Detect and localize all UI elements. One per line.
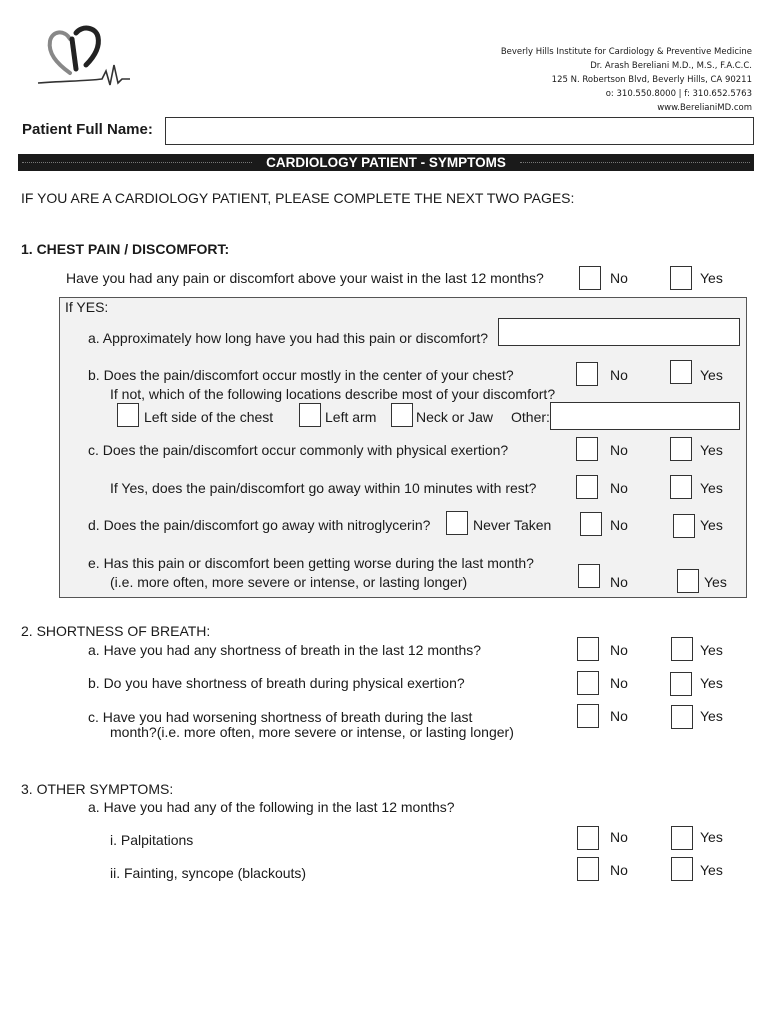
q1c-no-label: No [610, 442, 628, 458]
section-2-title: 2. SHORTNESS OF BREATH: [21, 623, 211, 639]
q1-question: Have you had any pain or discomfort above your waist in the last 12 months? [66, 270, 544, 286]
q3a-ii-yes-checkbox[interactable] [671, 857, 693, 881]
q2b-no-label: No [610, 675, 628, 691]
q1c-sub-question: If Yes, does the pain/discomfort go away within 10 minutes with rest? [110, 480, 537, 496]
q3a-ii-no-label: No [610, 862, 628, 878]
q1c-sub-yes-label: Yes [700, 480, 723, 496]
q1e-no-checkbox[interactable] [578, 564, 600, 588]
q2c-no-checkbox[interactable] [577, 704, 599, 728]
q1c-yes-checkbox[interactable] [670, 437, 692, 461]
q2a-yes-label: Yes [700, 642, 723, 658]
q2a-question: a. Have you had any shortness of breath in the last 12 months? [88, 642, 482, 658]
intro-instruction: IF YOU ARE A CARDIOLOGY PATIENT, PLEASE COMPLETE THE NEXT TWO PAGES: [21, 190, 575, 206]
q2c-question-line2: month?(i.e. more often, more severe or intense, or lasting longer) [110, 724, 514, 740]
q1e-no-label: No [610, 574, 628, 590]
q2a-no-label: No [610, 642, 628, 658]
q1c-sub-yes-checkbox[interactable] [670, 475, 692, 499]
q1b-yes-label: Yes [700, 367, 723, 383]
q3a-i-yes-checkbox[interactable] [671, 826, 693, 850]
institute-name: Beverly Hills Institute for Cardiology & Preventive Medicine [500, 47, 752, 57]
q1c-sub-no-label: No [610, 480, 628, 496]
if-yes-label: If YES: [65, 299, 109, 315]
q1-no-checkbox[interactable] [579, 266, 601, 290]
q1d-yes-checkbox[interactable] [673, 514, 695, 538]
loc-left-arm-checkbox[interactable] [299, 403, 321, 427]
doctor-name: Dr. Arash Bereliani M.D., M.S., F.A.C.C. [590, 61, 752, 71]
q1-yes-label: Yes [700, 270, 723, 286]
q1c-no-checkbox[interactable] [576, 437, 598, 461]
q1e-yes-checkbox[interactable] [677, 569, 699, 593]
loc-other-label: Other: [511, 409, 550, 425]
loc-left-chest-checkbox[interactable] [117, 403, 139, 427]
q3a-i-yes-label: Yes [700, 829, 723, 845]
q3a-i-label: i. Palpitations [110, 832, 194, 848]
loc-neck-jaw-checkbox[interactable] [391, 403, 413, 427]
loc-neck-jaw-label: Neck or Jaw [416, 409, 494, 425]
loc-left-arm-label: Left arm [325, 409, 377, 425]
section-3-title: 3. OTHER SYMPTOMS: [21, 781, 174, 797]
banner-title: CARDIOLOGY PATIENT - SYMPTOMS [266, 155, 506, 170]
q1d-no-label: No [610, 517, 628, 533]
q1e-yes-label: Yes [704, 574, 727, 590]
q3a-ii-yes-label: Yes [700, 862, 723, 878]
section-1-title: 1. CHEST PAIN / DISCOMFORT: [21, 241, 230, 257]
heart-ecg-logo [36, 25, 132, 89]
q1d-yes-label: Yes [700, 517, 723, 533]
q1b-no-label: No [610, 367, 628, 383]
q3a-i-no-label: No [610, 829, 628, 845]
patient-name-input[interactable] [165, 117, 754, 145]
q3a-ii-label: ii. Fainting, syncope (blackouts) [110, 865, 307, 881]
q1d-never-taken-checkbox[interactable] [446, 511, 468, 535]
q2b-yes-checkbox[interactable] [670, 672, 692, 696]
section-banner [18, 154, 754, 171]
patient-name-label: Patient Full Name: [22, 121, 153, 138]
q1c-question: c. Does the pain/discomfort occur commonly with physical exertion? [88, 442, 509, 458]
q2b-no-checkbox[interactable] [577, 671, 599, 695]
website: www.BerelianiMD.com [657, 103, 752, 113]
q1e-sub-text: (i.e. more often, more severe or intense, or lasting longer) [110, 574, 468, 590]
q2a-no-checkbox[interactable] [577, 637, 599, 661]
q1b-question: b. Does the pain/discomfort occur mostly in the center of your chest? [88, 367, 514, 383]
q2a-yes-checkbox[interactable] [671, 637, 693, 661]
q1a-question: a. Approximately how long have you had this pain or discomfort? [88, 330, 489, 346]
q2c-question-line1: c. Have you had worsening shortness of breath during the last [88, 709, 473, 725]
loc-other-input[interactable] [550, 402, 740, 430]
q2b-yes-label: Yes [700, 675, 723, 691]
q1b-yes-checkbox[interactable] [670, 360, 692, 384]
q1c-sub-no-checkbox[interactable] [576, 475, 598, 499]
q2c-yes-label: Yes [700, 708, 723, 724]
q1e-question: e. Has this pain or discomfort been getting worse during the last month? [88, 555, 534, 571]
q1-no-label: No [610, 270, 628, 286]
q2c-no-label: No [610, 708, 628, 724]
q1-yes-checkbox[interactable] [670, 266, 692, 290]
q2b-question: b. Do you have shortness of breath during physical exertion? [88, 675, 465, 691]
q1d-no-checkbox[interactable] [580, 512, 602, 536]
q2c-yes-checkbox[interactable] [671, 705, 693, 729]
q1b-sub-question: If not, which of the following locations describe most of your discomfort? [110, 386, 556, 402]
q1d-question: d. Does the pain/discomfort go away with nitroglycerin? [88, 517, 431, 533]
q1a-duration-input[interactable] [498, 318, 740, 346]
q3a-question: a. Have you had any of the following in the last 12 months? [88, 799, 455, 815]
q3a-ii-no-checkbox[interactable] [577, 857, 599, 881]
phone-fax: o: 310.550.8000 | f: 310.652.5763 [605, 89, 752, 99]
loc-left-chest-label: Left side of the chest [144, 409, 274, 425]
q3a-i-no-checkbox[interactable] [577, 826, 599, 850]
q1b-no-checkbox[interactable] [576, 362, 598, 386]
q1d-never-taken-label: Never Taken [473, 517, 552, 533]
q1c-yes-label: Yes [700, 442, 723, 458]
address: 125 N. Robertson Blvd, Beverly Hills, CA 90211 [551, 75, 752, 85]
